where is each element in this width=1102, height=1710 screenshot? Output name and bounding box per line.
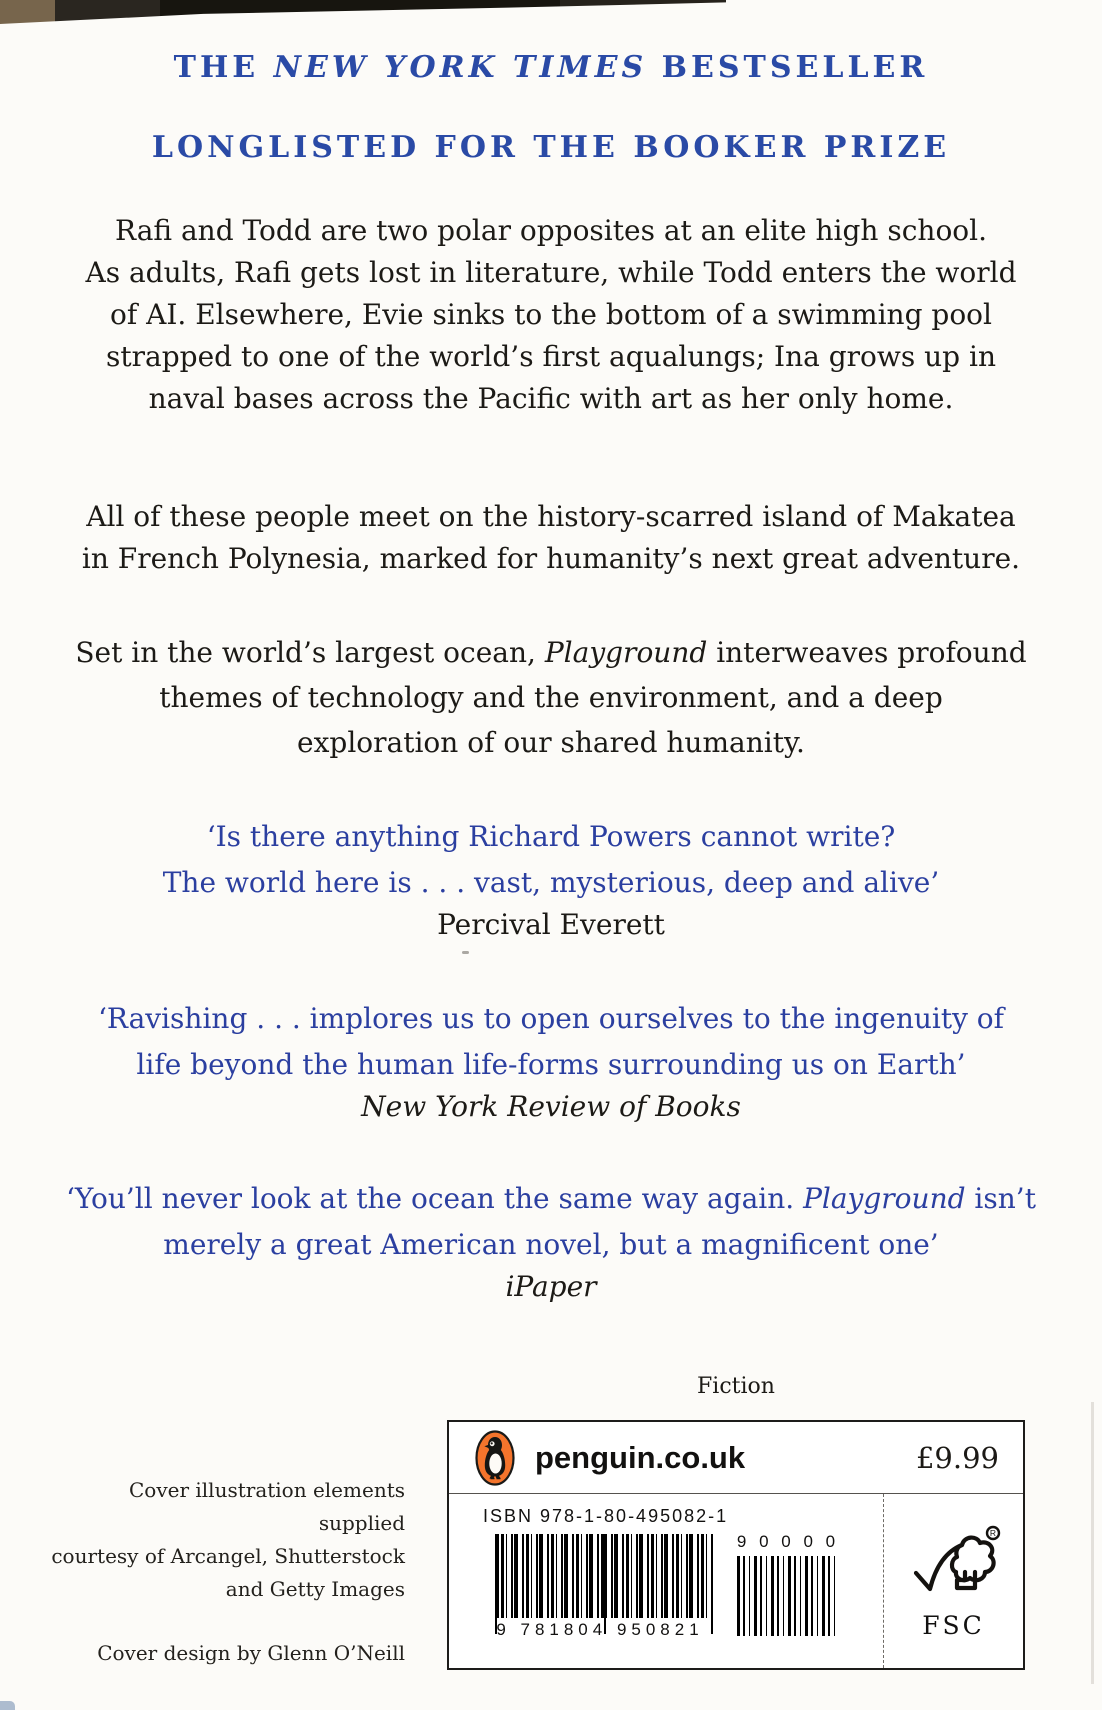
quote-line: The world here is . . . vast, mysterious, deep and alive’ bbox=[162, 866, 940, 899]
supplemental-digits: 9 0 0 0 0 bbox=[736, 1532, 840, 1551]
barcode-guard-bar bbox=[495, 1534, 497, 1634]
penguin-logo-icon bbox=[475, 1430, 515, 1486]
synopsis-line: All of these people meet on the history-scarred island of Makatea bbox=[86, 500, 1016, 533]
synopsis-line: exploration of our shared humanity. bbox=[297, 726, 805, 759]
synopsis-line bbox=[0, 630, 1102, 675]
barcode-guard-bar bbox=[711, 1534, 713, 1634]
publisher-website: penguin.co.uk bbox=[535, 1439, 746, 1475]
synopsis-text: Set in the world’s largest ocean, bbox=[75, 636, 545, 669]
synopsis-paragraph-2 bbox=[0, 496, 1102, 580]
category-label: Fiction bbox=[697, 1374, 775, 1399]
svg-text:R: R bbox=[989, 1527, 996, 1538]
isbn-label: ISBN 978-1-80-495082-1 bbox=[483, 1506, 729, 1526]
synopsis-line: themes of technology and the environment, and a deep bbox=[159, 681, 943, 714]
synopsis-paragraph-1 bbox=[0, 210, 1102, 420]
cover-credits bbox=[45, 1474, 405, 1670]
quote-nyrb bbox=[0, 996, 1102, 1088]
quote-text: ‘You’ll never look at the ocean the same way again. bbox=[66, 1182, 804, 1215]
supplemental-barcode bbox=[737, 1556, 839, 1636]
quote-attribution: New York Review of Books bbox=[361, 1090, 741, 1123]
synopsis-paragraph-3 bbox=[0, 630, 1102, 765]
synopsis-line: Rafi and Todd are two polar opposites at an elite high school. bbox=[114, 214, 988, 247]
quote-line: ‘Ravishing . . . implores us to open ourselves to the ingenuity of bbox=[97, 1002, 1005, 1035]
barcode-guard-bar bbox=[604, 1534, 606, 1634]
fsc-cell bbox=[884, 1494, 1023, 1668]
quote-line: ‘Is there anything Richard Powers cannot write? bbox=[206, 820, 896, 853]
credit-line: Cover illustration elements supplied bbox=[128, 1478, 405, 1535]
synopsis-line: As adults, Rafi gets lost in literature, while Todd enters the world bbox=[85, 256, 1017, 289]
print-speck bbox=[462, 951, 469, 954]
credit-line: and Getty Images bbox=[225, 1577, 405, 1601]
accolade-booker-prize: LONGLISTED FOR THE BOOKER PRIZE bbox=[151, 130, 951, 165]
synopsis-line: naval bases across the Pacific with art as her only home. bbox=[148, 382, 954, 415]
photo-corner-artifact bbox=[0, 1701, 15, 1710]
synopsis-line: of AI. Elsewhere, Evie sinks to the bottom of a swimming pool bbox=[109, 298, 992, 331]
barcode-box bbox=[447, 1420, 1025, 1670]
accolade-italic-text: NEW YORK TIMES bbox=[273, 50, 648, 85]
synopsis-line: in French Polynesia, marked for humanity’s next great adventure. bbox=[81, 542, 1021, 575]
synopsis-text: interweaves profound bbox=[707, 636, 1027, 669]
credit-line: courtesy of Arcangel, Shutterstock bbox=[51, 1544, 405, 1568]
accolade-nyt-bestseller bbox=[0, 50, 1102, 85]
accolade-text: BESTSELLER bbox=[647, 50, 929, 85]
synopsis-line: strapped to one of the world’s first aqualungs; Ina grows up in bbox=[106, 340, 996, 373]
accolade-text: THE bbox=[173, 50, 274, 85]
ean-digits: 9 781804 950821 bbox=[496, 1620, 704, 1639]
barcode-row bbox=[449, 1494, 1023, 1668]
quote-ipaper bbox=[0, 1176, 1102, 1268]
book-title-italic: Playground bbox=[544, 636, 708, 669]
quote-text: isn’t bbox=[965, 1182, 1036, 1215]
quote-line: life beyond the human life-forms surrounding us on Earth’ bbox=[136, 1048, 966, 1081]
quote-line: merely a great American novel, but a magnificent one’ bbox=[163, 1228, 939, 1261]
book-edge-shadow bbox=[1091, 1402, 1094, 1684]
book-title-italic: Playground bbox=[803, 1182, 966, 1215]
quote-line bbox=[0, 1176, 1102, 1222]
photo-edge-artifact bbox=[0, 0, 726, 24]
credit-design-line: Cover design by Glenn O’Neill bbox=[97, 1641, 405, 1665]
imprint-row bbox=[449, 1422, 1023, 1494]
quote-attribution: Percival Everett bbox=[437, 908, 665, 941]
price-label: £9.99 bbox=[915, 1440, 999, 1475]
quote-attribution: iPaper bbox=[505, 1270, 597, 1303]
quote-percival-everett bbox=[0, 814, 1102, 906]
fsc-logo-icon bbox=[906, 1523, 1002, 1609]
fsc-label: FSC bbox=[922, 1610, 985, 1640]
